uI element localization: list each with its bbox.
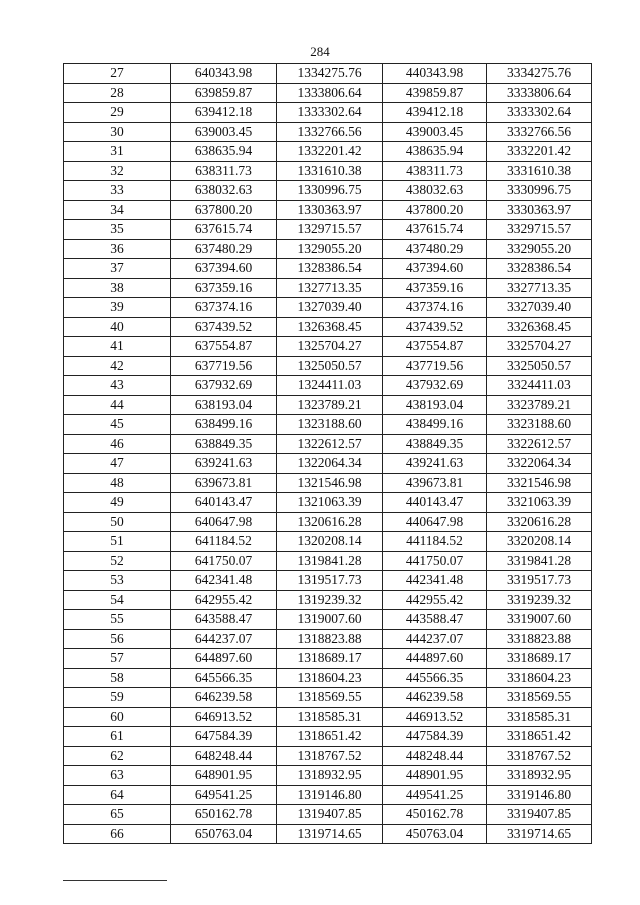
y-coordinate-cell: 1318689.17: [277, 649, 383, 669]
x-coordinate-cell: 638635.94: [171, 142, 277, 162]
point-number-cell: 35: [64, 220, 171, 240]
table-row: [64, 298, 592, 318]
x-coordinate-cell: 638311.73: [171, 161, 277, 181]
y-coordinate-cell: 1320208.14: [277, 532, 383, 552]
x-coordinate-alt-cell: 448901.95: [383, 766, 487, 786]
y-coordinate-cell: 1323789.21: [277, 395, 383, 415]
point-number-cell: 31: [64, 142, 171, 162]
point-number-cell: 46: [64, 434, 171, 454]
x-coordinate-alt-cell: 438193.04: [383, 395, 487, 415]
x-coordinate-alt-cell: 439003.45: [383, 122, 487, 142]
point-number-cell: 32: [64, 161, 171, 181]
x-coordinate-cell: 647584.39: [171, 727, 277, 747]
y-coordinate-alt-cell: 3329055.20: [487, 239, 592, 259]
point-number-cell: 51: [64, 532, 171, 552]
x-coordinate-alt-cell: 439241.63: [383, 454, 487, 474]
point-number-cell: 56: [64, 629, 171, 649]
x-coordinate-alt-cell: 437615.74: [383, 220, 487, 240]
y-coordinate-alt-cell: 3322064.34: [487, 454, 592, 474]
y-coordinate-cell: 1330996.75: [277, 181, 383, 201]
point-number-cell: 39: [64, 298, 171, 318]
x-coordinate-alt-cell: 448248.44: [383, 746, 487, 766]
x-coordinate-cell: 637554.87: [171, 337, 277, 357]
table-row: [64, 610, 592, 630]
point-number-cell: 41: [64, 337, 171, 357]
x-coordinate-alt-cell: 449541.25: [383, 785, 487, 805]
coordinates-table: [63, 63, 592, 844]
point-number-cell: 50: [64, 512, 171, 532]
y-coordinate-cell: 1334275.76: [277, 64, 383, 84]
x-coordinate-cell: 644897.60: [171, 649, 277, 669]
y-coordinate-alt-cell: 3333806.64: [487, 83, 592, 103]
y-coordinate-alt-cell: 3327039.40: [487, 298, 592, 318]
y-coordinate-alt-cell: 3332766.56: [487, 122, 592, 142]
y-coordinate-alt-cell: 3325704.27: [487, 337, 592, 357]
table-row: [64, 376, 592, 396]
y-coordinate-cell: 1318604.23: [277, 668, 383, 688]
footnote-rule: [63, 880, 167, 881]
y-coordinate-alt-cell: 3318767.52: [487, 746, 592, 766]
y-coordinate-cell: 1333806.64: [277, 83, 383, 103]
x-coordinate-cell: 639859.87: [171, 83, 277, 103]
y-coordinate-cell: 1321063.39: [277, 493, 383, 513]
x-coordinate-alt-cell: 438635.94: [383, 142, 487, 162]
point-number-cell: 59: [64, 688, 171, 708]
table-row: [64, 532, 592, 552]
x-coordinate-alt-cell: 439673.81: [383, 473, 487, 493]
x-coordinate-cell: 639241.63: [171, 454, 277, 474]
y-coordinate-alt-cell: 3321546.98: [487, 473, 592, 493]
y-coordinate-cell: 1318932.95: [277, 766, 383, 786]
y-coordinate-alt-cell: 3323188.60: [487, 415, 592, 435]
y-coordinate-cell: 1319714.65: [277, 824, 383, 844]
y-coordinate-cell: 1321546.98: [277, 473, 383, 493]
table-row: [64, 454, 592, 474]
table-row: [64, 122, 592, 142]
y-coordinate-cell: 1324411.03: [277, 376, 383, 396]
x-coordinate-alt-cell: 450763.04: [383, 824, 487, 844]
y-coordinate-cell: 1318823.88: [277, 629, 383, 649]
x-coordinate-alt-cell: 437394.60: [383, 259, 487, 279]
point-number-cell: 57: [64, 649, 171, 669]
x-coordinate-alt-cell: 438311.73: [383, 161, 487, 181]
table-row: [64, 571, 592, 591]
y-coordinate-alt-cell: 3318569.55: [487, 688, 592, 708]
table-row: [64, 220, 592, 240]
x-coordinate-alt-cell: 442955.42: [383, 590, 487, 610]
x-coordinate-alt-cell: 441750.07: [383, 551, 487, 571]
table-row: [64, 551, 592, 571]
table-row: [64, 337, 592, 357]
y-coordinate-cell: 1319146.80: [277, 785, 383, 805]
table-row: [64, 434, 592, 454]
y-coordinate-alt-cell: 3319146.80: [487, 785, 592, 805]
x-coordinate-cell: 644237.07: [171, 629, 277, 649]
y-coordinate-cell: 1318585.31: [277, 707, 383, 727]
y-coordinate-alt-cell: 3319407.85: [487, 805, 592, 825]
point-number-cell: 55: [64, 610, 171, 630]
y-coordinate-cell: 1325704.27: [277, 337, 383, 357]
x-coordinate-alt-cell: 445566.35: [383, 668, 487, 688]
x-coordinate-cell: 637359.16: [171, 278, 277, 298]
y-coordinate-cell: 1319407.85: [277, 805, 383, 825]
table-row: [64, 64, 592, 84]
x-coordinate-cell: 638193.04: [171, 395, 277, 415]
y-coordinate-cell: 1318651.42: [277, 727, 383, 747]
table-row: [64, 512, 592, 532]
x-coordinate-cell: 641184.52: [171, 532, 277, 552]
x-coordinate-alt-cell: 439859.87: [383, 83, 487, 103]
x-coordinate-cell: 641750.07: [171, 551, 277, 571]
point-number-cell: 63: [64, 766, 171, 786]
x-coordinate-alt-cell: 437359.16: [383, 278, 487, 298]
y-coordinate-cell: 1320616.28: [277, 512, 383, 532]
point-number-cell: 60: [64, 707, 171, 727]
y-coordinate-cell: 1329055.20: [277, 239, 383, 259]
table-row: [64, 415, 592, 435]
x-coordinate-alt-cell: 437800.20: [383, 200, 487, 220]
y-coordinate-alt-cell: 3318932.95: [487, 766, 592, 786]
x-coordinate-alt-cell: 437374.16: [383, 298, 487, 318]
x-coordinate-alt-cell: 444897.60: [383, 649, 487, 669]
y-coordinate-alt-cell: 3330363.97: [487, 200, 592, 220]
table-row: [64, 83, 592, 103]
table-row: [64, 473, 592, 493]
x-coordinate-alt-cell: 438499.16: [383, 415, 487, 435]
x-coordinate-cell: 639673.81: [171, 473, 277, 493]
table-row: [64, 629, 592, 649]
x-coordinate-alt-cell: 450162.78: [383, 805, 487, 825]
table-row: [64, 181, 592, 201]
table-row: [64, 278, 592, 298]
point-number-cell: 36: [64, 239, 171, 259]
x-coordinate-alt-cell: 438032.63: [383, 181, 487, 201]
x-coordinate-alt-cell: 437932.69: [383, 376, 487, 396]
point-number-cell: 61: [64, 727, 171, 747]
x-coordinate-cell: 640343.98: [171, 64, 277, 84]
y-coordinate-cell: 1319517.73: [277, 571, 383, 591]
y-coordinate-cell: 1331610.38: [277, 161, 383, 181]
x-coordinate-alt-cell: 439412.18: [383, 103, 487, 123]
point-number-cell: 66: [64, 824, 171, 844]
table-row: [64, 805, 592, 825]
table-row: [64, 785, 592, 805]
y-coordinate-alt-cell: 3320616.28: [487, 512, 592, 532]
y-coordinate-cell: 1329715.57: [277, 220, 383, 240]
point-number-cell: 65: [64, 805, 171, 825]
x-coordinate-cell: 637932.69: [171, 376, 277, 396]
point-number-cell: 42: [64, 356, 171, 376]
page-number: 284: [310, 44, 330, 59]
x-coordinate-cell: 638499.16: [171, 415, 277, 435]
y-coordinate-cell: 1328386.54: [277, 259, 383, 279]
x-coordinate-cell: 639003.45: [171, 122, 277, 142]
y-coordinate-alt-cell: 3329715.57: [487, 220, 592, 240]
point-number-cell: 62: [64, 746, 171, 766]
table-row: [64, 766, 592, 786]
table-row: [64, 649, 592, 669]
x-coordinate-cell: 650763.04: [171, 824, 277, 844]
x-coordinate-cell: 645566.35: [171, 668, 277, 688]
x-coordinate-cell: 646239.58: [171, 688, 277, 708]
y-coordinate-cell: 1326368.45: [277, 317, 383, 337]
y-coordinate-alt-cell: 3334275.76: [487, 64, 592, 84]
point-number-cell: 28: [64, 83, 171, 103]
y-coordinate-cell: 1333302.64: [277, 103, 383, 123]
table-row: [64, 727, 592, 747]
table-row: [64, 746, 592, 766]
table-row: [64, 317, 592, 337]
y-coordinate-cell: 1322064.34: [277, 454, 383, 474]
table-row: [64, 259, 592, 279]
y-coordinate-cell: 1332766.56: [277, 122, 383, 142]
y-coordinate-cell: 1325050.57: [277, 356, 383, 376]
x-coordinate-alt-cell: 438849.35: [383, 434, 487, 454]
point-number-cell: 30: [64, 122, 171, 142]
table-row: [64, 707, 592, 727]
x-coordinate-cell: 637374.16: [171, 298, 277, 318]
y-coordinate-cell: 1327039.40: [277, 298, 383, 318]
x-coordinate-cell: 646913.52: [171, 707, 277, 727]
point-number-cell: 48: [64, 473, 171, 493]
y-coordinate-alt-cell: 3323789.21: [487, 395, 592, 415]
x-coordinate-alt-cell: 447584.39: [383, 727, 487, 747]
x-coordinate-alt-cell: 441184.52: [383, 532, 487, 552]
table-row: [64, 356, 592, 376]
y-coordinate-alt-cell: 3321063.39: [487, 493, 592, 513]
y-coordinate-alt-cell: 3326368.45: [487, 317, 592, 337]
point-number-cell: 49: [64, 493, 171, 513]
point-number-cell: 37: [64, 259, 171, 279]
table-row: [64, 142, 592, 162]
y-coordinate-cell: 1319841.28: [277, 551, 383, 571]
x-coordinate-alt-cell: 437719.56: [383, 356, 487, 376]
table-row: [64, 824, 592, 844]
y-coordinate-alt-cell: 3327713.35: [487, 278, 592, 298]
y-coordinate-alt-cell: 3318689.17: [487, 649, 592, 669]
point-number-cell: 33: [64, 181, 171, 201]
y-coordinate-alt-cell: 3319714.65: [487, 824, 592, 844]
x-coordinate-cell: 637480.29: [171, 239, 277, 259]
y-coordinate-alt-cell: 3324411.03: [487, 376, 592, 396]
table-row: [64, 395, 592, 415]
x-coordinate-cell: 640647.98: [171, 512, 277, 532]
y-coordinate-alt-cell: 3319517.73: [487, 571, 592, 591]
x-coordinate-cell: 637394.60: [171, 259, 277, 279]
point-number-cell: 58: [64, 668, 171, 688]
y-coordinate-alt-cell: 3319007.60: [487, 610, 592, 630]
point-number-cell: 64: [64, 785, 171, 805]
x-coordinate-alt-cell: 444237.07: [383, 629, 487, 649]
point-number-cell: 45: [64, 415, 171, 435]
table-row: [64, 668, 592, 688]
y-coordinate-cell: 1322612.57: [277, 434, 383, 454]
y-coordinate-cell: 1319239.32: [277, 590, 383, 610]
x-coordinate-alt-cell: 437480.29: [383, 239, 487, 259]
point-number-cell: 53: [64, 571, 171, 591]
y-coordinate-cell: 1327713.35: [277, 278, 383, 298]
y-coordinate-alt-cell: 3319841.28: [487, 551, 592, 571]
x-coordinate-cell: 640143.47: [171, 493, 277, 513]
x-coordinate-cell: 643588.47: [171, 610, 277, 630]
x-coordinate-alt-cell: 440343.98: [383, 64, 487, 84]
y-coordinate-alt-cell: 3333302.64: [487, 103, 592, 123]
y-coordinate-alt-cell: 3318651.42: [487, 727, 592, 747]
table-row: [64, 103, 592, 123]
x-coordinate-alt-cell: 437554.87: [383, 337, 487, 357]
y-coordinate-cell: 1318767.52: [277, 746, 383, 766]
table-row: [64, 493, 592, 513]
x-coordinate-cell: 649541.25: [171, 785, 277, 805]
y-coordinate-alt-cell: 3331610.38: [487, 161, 592, 181]
x-coordinate-alt-cell: 442341.48: [383, 571, 487, 591]
y-coordinate-cell: 1330363.97: [277, 200, 383, 220]
x-coordinate-alt-cell: 440143.47: [383, 493, 487, 513]
x-coordinate-cell: 638849.35: [171, 434, 277, 454]
table-row: [64, 688, 592, 708]
point-number-cell: 54: [64, 590, 171, 610]
y-coordinate-alt-cell: 3322612.57: [487, 434, 592, 454]
y-coordinate-alt-cell: 3318823.88: [487, 629, 592, 649]
table-row: [64, 239, 592, 259]
y-coordinate-alt-cell: 3318585.31: [487, 707, 592, 727]
y-coordinate-alt-cell: 3320208.14: [487, 532, 592, 552]
y-coordinate-cell: 1332201.42: [277, 142, 383, 162]
point-number-cell: 38: [64, 278, 171, 298]
point-number-cell: 29: [64, 103, 171, 123]
x-coordinate-cell: 639412.18: [171, 103, 277, 123]
x-coordinate-cell: 642341.48: [171, 571, 277, 591]
x-coordinate-cell: 642955.42: [171, 590, 277, 610]
y-coordinate-alt-cell: 3319239.32: [487, 590, 592, 610]
y-coordinate-cell: 1318569.55: [277, 688, 383, 708]
point-number-cell: 43: [64, 376, 171, 396]
point-number-cell: 47: [64, 454, 171, 474]
x-coordinate-cell: 637615.74: [171, 220, 277, 240]
y-coordinate-cell: 1323188.60: [277, 415, 383, 435]
y-coordinate-alt-cell: 3318604.23: [487, 668, 592, 688]
point-number-cell: 44: [64, 395, 171, 415]
y-coordinate-cell: 1319007.60: [277, 610, 383, 630]
x-coordinate-cell: 638032.63: [171, 181, 277, 201]
y-coordinate-alt-cell: 3330996.75: [487, 181, 592, 201]
x-coordinate-cell: 637439.52: [171, 317, 277, 337]
table-row: [64, 161, 592, 181]
x-coordinate-alt-cell: 440647.98: [383, 512, 487, 532]
x-coordinate-alt-cell: 437439.52: [383, 317, 487, 337]
x-coordinate-cell: 637719.56: [171, 356, 277, 376]
x-coordinate-cell: 650162.78: [171, 805, 277, 825]
x-coordinate-cell: 648248.44: [171, 746, 277, 766]
x-coordinate-cell: 648901.95: [171, 766, 277, 786]
x-coordinate-alt-cell: 443588.47: [383, 610, 487, 630]
y-coordinate-alt-cell: 3325050.57: [487, 356, 592, 376]
point-number-cell: 34: [64, 200, 171, 220]
point-number-cell: 27: [64, 64, 171, 84]
x-coordinate-cell: 637800.20: [171, 200, 277, 220]
y-coordinate-alt-cell: 3328386.54: [487, 259, 592, 279]
point-number-cell: 52: [64, 551, 171, 571]
table-row: [64, 200, 592, 220]
y-coordinate-alt-cell: 3332201.42: [487, 142, 592, 162]
x-coordinate-alt-cell: 446913.52: [383, 707, 487, 727]
x-coordinate-alt-cell: 446239.58: [383, 688, 487, 708]
table-row: [64, 590, 592, 610]
point-number-cell: 40: [64, 317, 171, 337]
